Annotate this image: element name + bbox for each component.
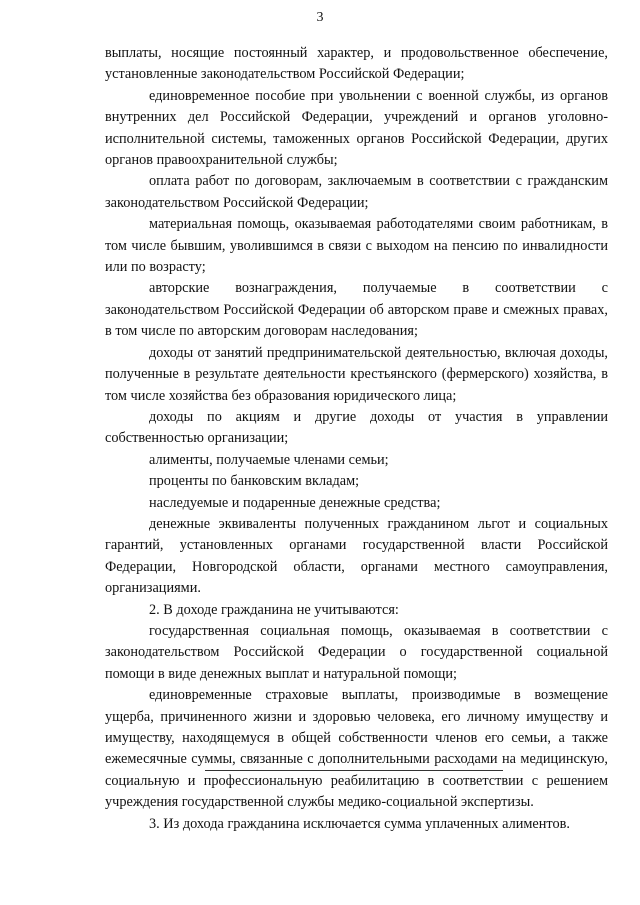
- paragraph: единовременные страховые выплаты, производимые в возмещение ущерба, причиненного жизни и здоровью человека, его личному имуществу и имуществу, находящемуся в общей собственности членов его семьи, а также ежемесячные суммы, связанные с дополнительными расходами на медицинскую, социальную и профессиональную реабилитацию в соответствии с решением учреждения государственной службы медико-социальной экспертизы.: [105, 687, 608, 811]
- paragraph: алименты, получаемые членами семьи;: [149, 451, 389, 468]
- paragraph: государственная социальная помощь, оказываемая в соответствии с законодательством Российской Федерации о государственной социальной помощи в виде денежных выплат и натуральной помощи;: [105, 622, 608, 682]
- end-divider: [205, 770, 503, 771]
- paragraph: денежные эквиваленты полученных гражданином льгот и социальных гарантий, установленных органами государственной власти Российской Федерации, Новгородской области, органами местного самоуправления, организациями.: [105, 515, 608, 597]
- paragraph: авторские вознаграждения, получаемые в соответствии с законодательством Российской Федерации об авторском праве и смежных правах, в том числе по авторским договорам наследования;: [105, 280, 608, 340]
- paragraph: доходы по акциям и другие доходы от участия в управлении собственностью организации;: [105, 408, 608, 447]
- paragraph: материальная помощь, оказываемая работодателями своим работникам, в том числе бывшим, уволившимся в связи с выходом на пенсию по инвалидности или по возрасту;: [105, 216, 608, 276]
- document-body: [105, 43, 608, 835]
- paragraph: 3. Из дохода гражданина исключается сумма уплаченных алиментов.: [149, 815, 570, 832]
- page-number: 3: [316, 10, 324, 25]
- paragraph: выплаты, носящие постоянный характер, и продовольственное обеспечение, установленные законодательством Российской Федерации;: [105, 45, 608, 83]
- paragraph: доходы от занятий предпринимательской деятельностью, включая доходы, полученные в результате деятельности крестьянского (фермерского) хозяйства, в том числе хозяйства без образования юридического лица;: [105, 344, 608, 404]
- paragraph: единовременное пособие при увольнении с военной службы, из органов внутренних дел Российской Федерации, учреждений и органов уголовно-исполнительной системы, таможенных органов Российской Федерации, других органов правоохранительной службы;: [105, 87, 608, 169]
- paragraph: 2. В доходе гражданина не учитываются:: [149, 601, 399, 618]
- paragraph: проценты по банковским вкладам;: [149, 473, 360, 490]
- paragraph: наследуемые и подаренные денежные средства;: [149, 494, 441, 511]
- paragraph: оплата работ по договорам, заключаемым в соответствии с гражданским законодательством Российской Федерации;: [105, 173, 608, 211]
